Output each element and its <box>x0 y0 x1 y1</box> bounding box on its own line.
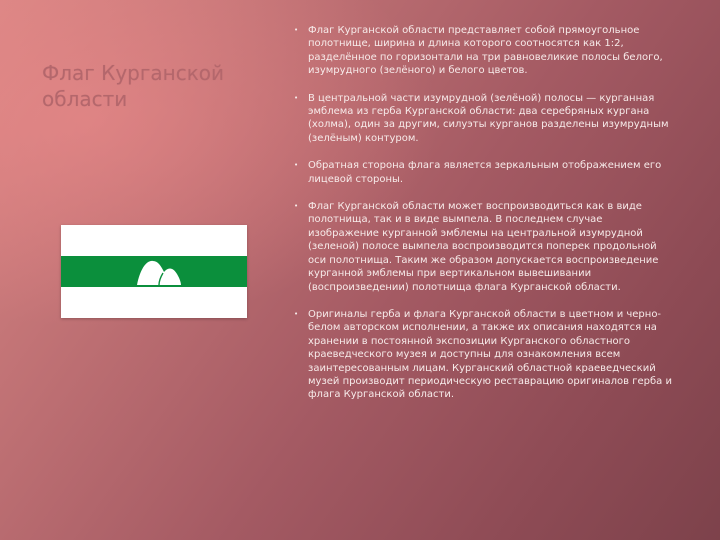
list-item <box>292 308 676 402</box>
kurgan-flag-image <box>61 225 247 318</box>
paragraph-text: Обратная сторона флага является зеркальным отображением его лицевой стороны. <box>308 160 662 185</box>
bullet-icon: • <box>294 202 299 211</box>
bullet-list <box>292 24 676 416</box>
bullet-icon: • <box>294 93 299 102</box>
list-item <box>292 200 676 294</box>
paragraph-text: Флаг Курганской области может воспроизводиться как в виде полотнища, так и в виде вымпела. В последнем случае изображение курганной эмблемы на центральной изумрудной (зеленой) полосе вымпела воспроизводится поперек продольной оси полотнища. Таким же образом допускается воспроизведение курганной эмблемы при вертикальном вывешивании (воспроизведении) полотнища флага Курганской области. <box>308 201 659 293</box>
bullet-icon: • <box>294 309 299 318</box>
bullet-icon: • <box>294 26 299 34</box>
paragraph-text: Оригиналы герба и флага Курганской области в цветном и черно-белом авторском исполнении, а также их описания находятся на хранении в постоянной экспозиции Курганского областного краеведческого музея и доступны для ознакомления всем заинтересованным лицам. Курганский областной краеведческий музей производит периодическую реставрацию оригиналов герба и флага Курганской области. <box>308 308 672 401</box>
paragraph-text: Флаг Курганской области представляет собой прямоугольное полотнище, ширина и длина которого соотносятся как 1:2, разделённое по горизонтали на три равновеликие полосы белого, изумрудного (зелёного) и белого цветов. <box>308 25 663 77</box>
paragraph-text: В центральной части изумрудной (зелёной) полосы — курганная эмблема из герба Курганской области: два серебряных кургана (холма), один за другим, силуэты курганов разделены изумрудным (зелёным) контуром. <box>308 92 669 144</box>
list-item <box>292 159 676 186</box>
two-hills-emblem-icon <box>61 225 247 318</box>
bullet-icon: • <box>294 161 299 170</box>
slide-title: Флаг Курганской области <box>42 61 225 111</box>
list-item <box>292 24 676 78</box>
list-item <box>292 92 676 146</box>
